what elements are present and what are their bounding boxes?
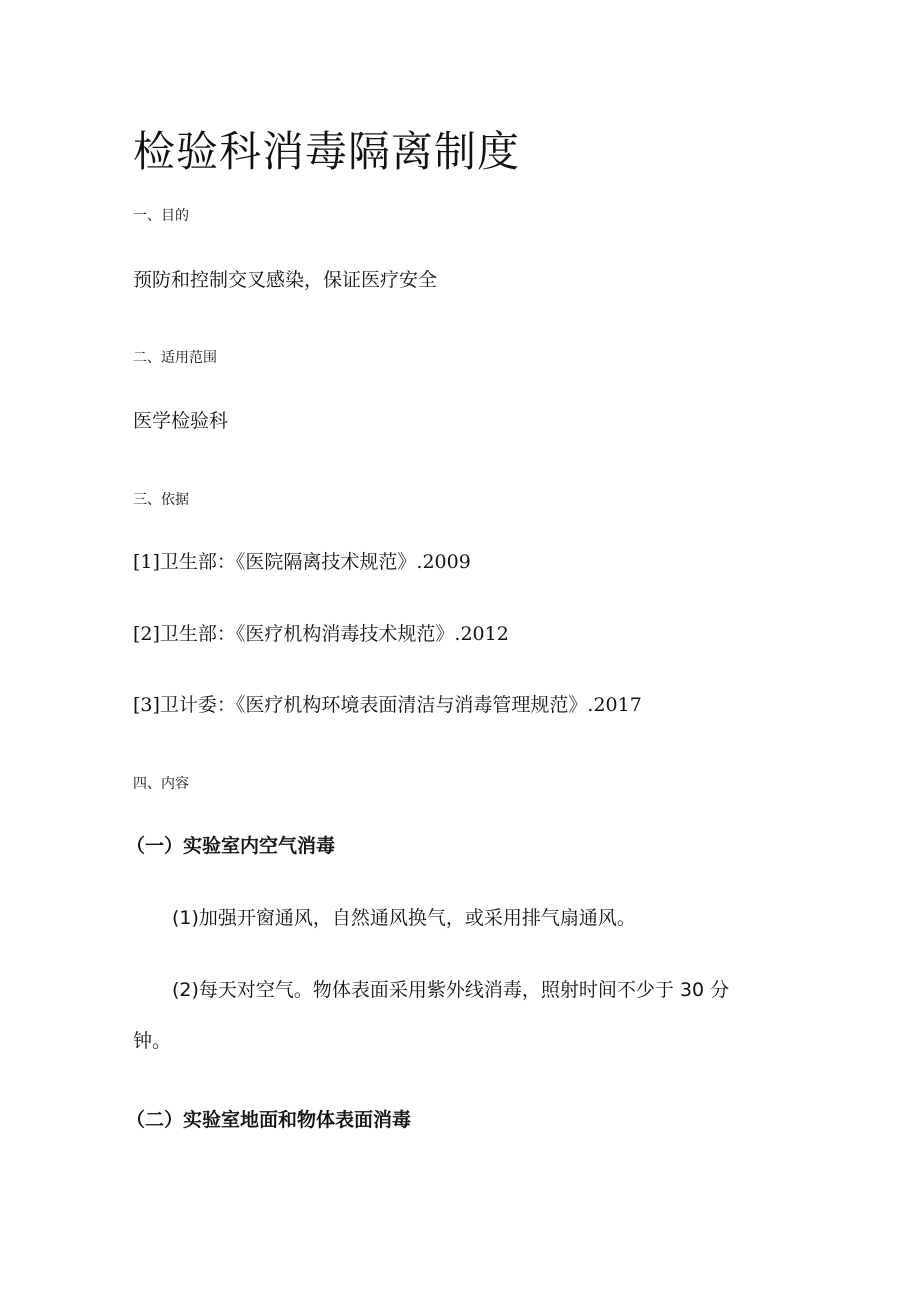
sub-heading-surface-disinfection: （二）实验室地面和物体表面消毒 [126, 1109, 412, 1131]
section-heading-content: 四、内容 [133, 776, 189, 792]
content-item: (2)每天对空气。物体表面采用紫外线消毒，照射时间不少于 30 分 [172, 979, 730, 1001]
reference-item: [3]卫计委：《医疗机构环境表面清洁与消毒管理规范》.2017 [133, 694, 642, 716]
section-heading-purpose: 一、目的 [133, 208, 189, 224]
purpose-text: 预防和控制交叉感染，保证医疗安全 [133, 269, 438, 291]
document-title: 检验科消毒隔离制度 [133, 127, 521, 176]
reference-item: [1]卫生部：《医院隔离技术规范》.2009 [133, 551, 471, 573]
section-heading-scope: 二、适用范围 [133, 350, 217, 366]
section-heading-basis: 三、依据 [133, 492, 189, 508]
scope-text: 医学检验科 [133, 410, 229, 432]
content-item-continuation: 钟。 [133, 1030, 172, 1052]
content-item: (1)加强开窗通风，自然通风换气，或采用排气扇通风。 [172, 907, 636, 929]
reference-item: [2]卫生部：《医疗机构消毒技术规范》.2012 [133, 623, 509, 645]
sub-heading-air-disinfection: （一）实验室内空气消毒 [126, 835, 336, 857]
